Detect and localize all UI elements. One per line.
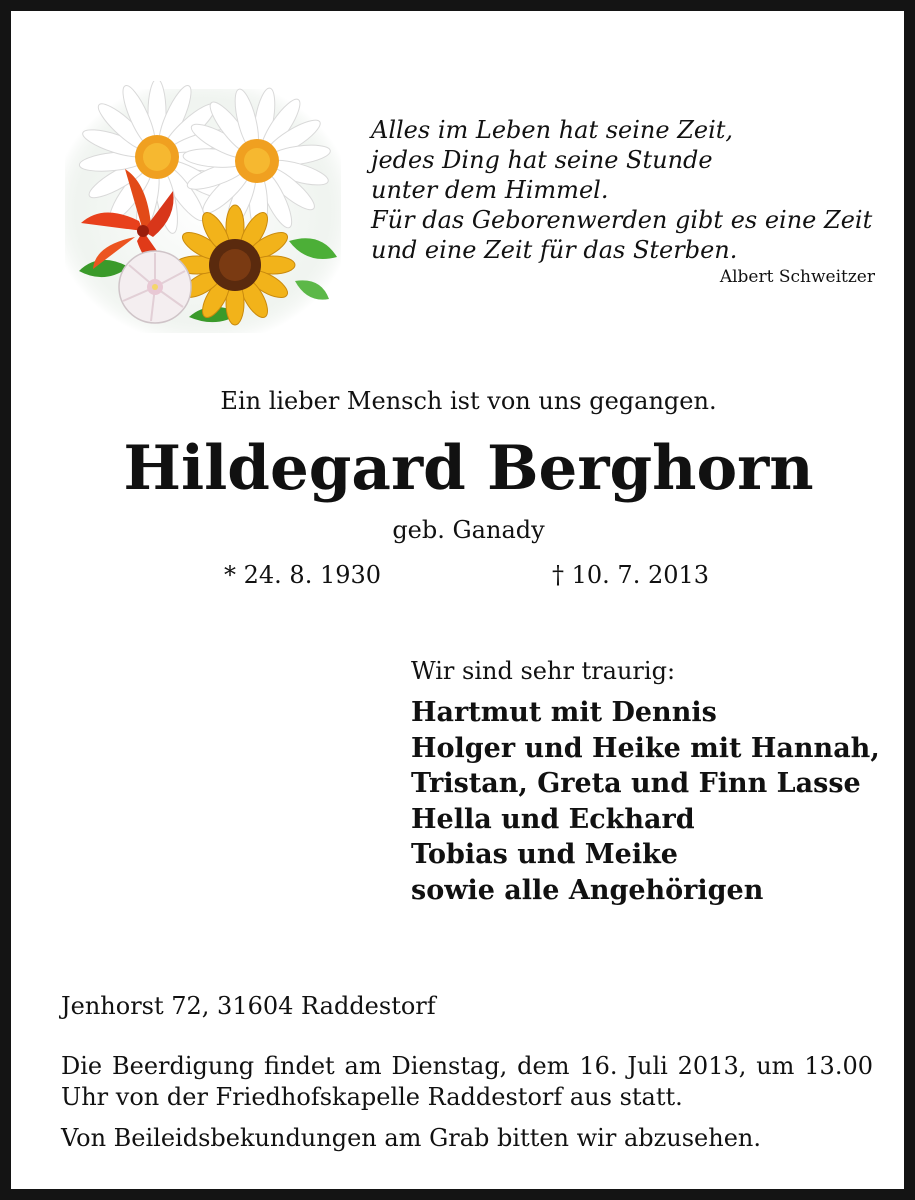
birth-date: * 24. 8. 1930	[224, 561, 382, 589]
quote-line: jedes Ding hat seine Stunde	[371, 146, 713, 174]
flower-bouquet-icon	[59, 81, 349, 341]
mourner-name: Holger und Heike mit Hannah,	[411, 732, 880, 764]
mourner-name: Tristan, Greta und Finn Lasse	[411, 768, 861, 799]
quote-line: Alles im Leben hat seine Zeit,	[371, 116, 734, 144]
quote-block	[371, 115, 881, 289]
condolence-note: Von Beileidsbekundungen am Grab bitten wir abzusehen.	[61, 1124, 761, 1152]
quote-line: Für das Geborenwerden gibt es eine Zeit	[371, 206, 873, 234]
mourner-name: Hartmut mit Dennis	[411, 697, 717, 728]
mourners-list	[411, 695, 880, 908]
quote-line: und eine Zeit für das Sterben.	[371, 236, 738, 264]
family-address: Jenhorst 72, 31604 Raddestorf	[61, 992, 436, 1020]
deceased-name: Hildegard Berghorn	[123, 433, 814, 504]
death-date: † 10. 7. 2013	[552, 561, 710, 589]
mourners-intro: Wir sind sehr traurig:	[411, 657, 676, 685]
funeral-details: Die Beerdigung findet am Dienstag, dem 16. Juli 2013, um 13.00 Uhr von der Friedhofskapelle Raddestorf aus statt.	[61, 1052, 873, 1111]
mourner-name: sowie alle Angehörigen	[411, 874, 764, 906]
mourner-name: Hella und Eckhard	[411, 803, 695, 835]
quote-line: unter dem Himmel.	[371, 176, 609, 204]
quote-author: Albert Schweitzer	[719, 267, 875, 287]
maiden-name: geb. Ganady	[392, 516, 545, 544]
mourner-name: Tobias und Meike	[411, 839, 678, 870]
intro-text: Ein lieber Mensch ist von uns gegangen.	[220, 387, 717, 415]
